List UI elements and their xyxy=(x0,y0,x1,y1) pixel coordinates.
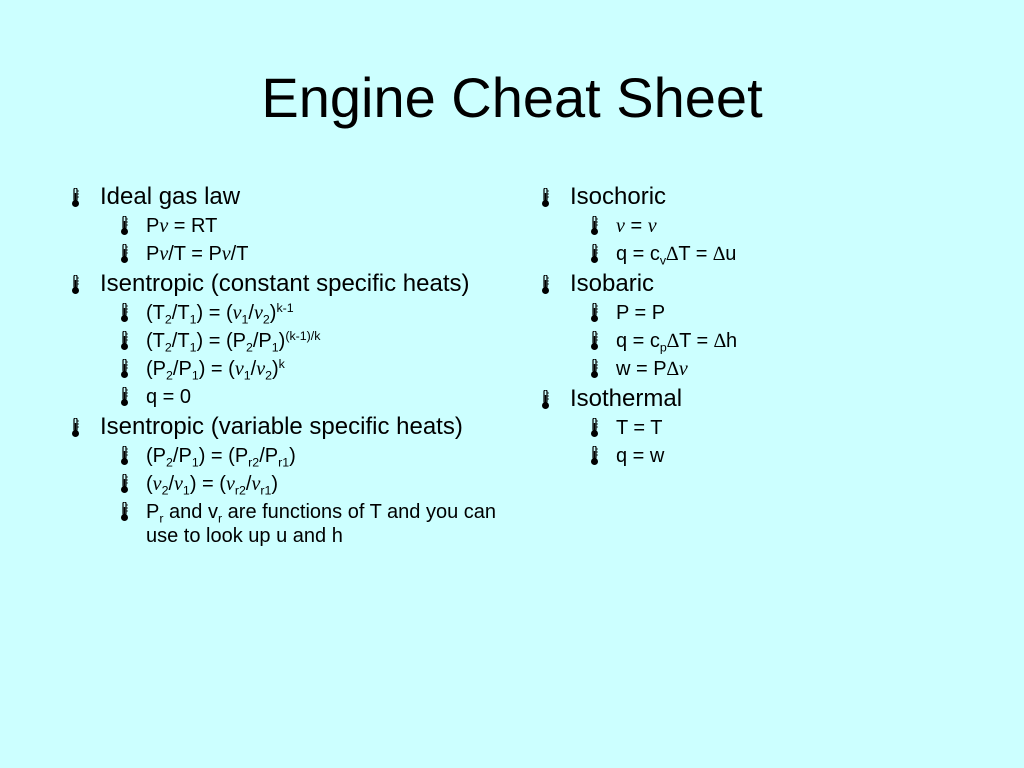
eq-text: P xyxy=(146,215,160,237)
eq-symbol-v: v xyxy=(251,473,261,495)
eq-text: (P xyxy=(146,358,166,380)
eq-text: w = P xyxy=(616,358,667,380)
eq-w-p-dv xyxy=(538,357,978,381)
eq-sub: p xyxy=(659,340,667,355)
eq-exponent: k-1 xyxy=(276,301,294,316)
eq-v-equals-v xyxy=(538,214,978,238)
eq-text: / xyxy=(248,302,254,324)
eq-text: /P xyxy=(252,330,272,352)
eq-text: = xyxy=(624,215,648,237)
eq-text: /P xyxy=(172,358,192,380)
thermometer-icon xyxy=(120,387,129,407)
eq-text: = RT xyxy=(168,215,218,237)
eq-sub: 1 xyxy=(189,312,197,327)
eq-text: q = c xyxy=(616,330,660,352)
delta-symbol: ∆ xyxy=(666,358,679,380)
eq-text: u xyxy=(725,243,737,265)
bullet-isentropic-variable xyxy=(68,413,498,440)
thermometer-icon xyxy=(590,446,599,466)
heading-ideal-gas-law: Ideal gas law xyxy=(100,183,241,210)
eq-text: ) xyxy=(272,358,279,380)
thermometer-icon xyxy=(590,418,599,438)
heading-isentropic-constant: Isentropic (constant specific heats) xyxy=(100,270,470,297)
slide-title: Engine Cheat Sheet xyxy=(261,66,763,129)
eq-sub: 2 xyxy=(166,368,173,383)
eq-exponent: (k-1)/k xyxy=(285,329,321,344)
delta-symbol: ∆ xyxy=(713,243,726,265)
eq-sub: 2 xyxy=(245,340,253,355)
eq-text: (T xyxy=(146,330,165,352)
eq-symbol-v: v xyxy=(678,358,688,380)
eq-q-equals-w xyxy=(538,444,978,468)
eq-text: ) xyxy=(289,445,296,467)
eq-text: T = T xyxy=(616,417,663,439)
bullet-isentropic-constant xyxy=(68,270,498,297)
thermometer-icon xyxy=(590,331,599,351)
eq-symbol-v: v xyxy=(225,473,235,495)
eq-t-ratio-v-ratio xyxy=(68,301,498,325)
eq-text: ) xyxy=(269,302,277,324)
thermometer-icon xyxy=(541,275,550,295)
thermometer-icon xyxy=(120,331,129,351)
note-text: and v xyxy=(163,501,218,523)
eq-sub: 2 xyxy=(262,312,270,327)
eq-sub: 2 xyxy=(265,368,272,383)
eq-q-cv-dt xyxy=(538,242,978,266)
eq-sub: 2 xyxy=(161,483,169,498)
note-sub: r xyxy=(217,511,223,526)
bullet-isothermal xyxy=(538,385,978,412)
eq-text: ) = ( xyxy=(189,473,226,495)
eq-text: /T xyxy=(230,243,249,265)
thermometer-icon xyxy=(590,216,599,236)
eq-text: / xyxy=(245,473,252,495)
heading-isochoric: Isochoric xyxy=(570,183,667,210)
eq-sub: 2 xyxy=(164,340,172,355)
eq-text: /T xyxy=(171,302,190,324)
heading-isothermal: Isothermal xyxy=(570,385,683,412)
eq-v-ratio-vr-ratio xyxy=(68,472,498,496)
thermometer-icon xyxy=(120,446,129,466)
thermometer-icon xyxy=(120,359,129,379)
eq-text: ) = ( xyxy=(196,302,233,324)
eq-symbol-v: v xyxy=(152,473,162,495)
right-column xyxy=(538,179,978,472)
eq-symbol-v: v xyxy=(232,302,242,324)
eq-text: ) xyxy=(271,473,279,495)
thermometer-icon xyxy=(590,303,599,323)
eq-text: /P xyxy=(172,445,192,467)
eq-sub: 1 xyxy=(189,340,197,355)
eq-symbol-v: v xyxy=(253,302,263,324)
eq-symbol-v: v xyxy=(174,473,183,495)
eq-text: T = xyxy=(679,330,714,352)
eq-t-equals-t xyxy=(538,416,978,440)
bullet-isobaric xyxy=(538,270,978,297)
thermometer-icon xyxy=(590,244,599,264)
eq-pv-over-t xyxy=(68,242,498,266)
eq-pv-rt xyxy=(68,214,498,238)
eq-p-equals-p xyxy=(538,301,978,325)
thermometer-icon xyxy=(590,359,599,379)
eq-symbol-v: v xyxy=(616,215,625,237)
eq-sub: 2 xyxy=(164,312,172,327)
eq-sub: 1 xyxy=(191,455,199,470)
eq-text: ) = (P xyxy=(198,445,249,467)
eq-q-zero xyxy=(68,385,498,409)
eq-text: P xyxy=(146,243,160,265)
eq-text: /T xyxy=(171,330,190,352)
eq-sub: r1 xyxy=(278,455,290,470)
eq-text: (T xyxy=(146,302,165,324)
eq-text: ) xyxy=(278,330,286,352)
left-column xyxy=(68,179,498,552)
eq-p-ratio-pr-ratio xyxy=(68,444,498,468)
thermometer-icon xyxy=(541,390,550,410)
heading-isobaric: Isobaric xyxy=(570,270,655,297)
eq-text: q = 0 xyxy=(146,386,192,408)
eq-symbol-v: v xyxy=(221,243,231,265)
thermometer-icon xyxy=(120,303,129,323)
eq-text: ( xyxy=(146,473,153,495)
eq-symbol-v: v xyxy=(256,358,266,380)
eq-text: T = xyxy=(678,243,714,265)
eq-text: ) = ( xyxy=(198,358,235,380)
eq-symbol-v: v xyxy=(159,215,169,237)
eq-text: / xyxy=(168,473,175,495)
thermometer-icon xyxy=(120,216,129,236)
note-text: P xyxy=(146,501,160,523)
heading-isentropic-variable: Isentropic (variable specific heats) xyxy=(100,413,463,440)
eq-symbol-v: v xyxy=(159,243,169,265)
note-text: are functions of T and you can use to look up u and h xyxy=(146,501,496,547)
eq-text: ) = (P xyxy=(196,330,246,352)
eq-sub: r2 xyxy=(248,455,260,470)
eq-symbol-v: v xyxy=(647,215,657,237)
eq-sub: v xyxy=(659,253,667,268)
bullet-isochoric xyxy=(538,183,978,210)
thermometer-icon xyxy=(120,502,129,522)
eq-sub: 1 xyxy=(182,483,190,498)
eq-text: q = c xyxy=(616,243,660,265)
thermometer-icon xyxy=(71,418,80,438)
thermometer-icon xyxy=(71,188,80,208)
eq-text: / xyxy=(250,358,257,380)
eq-sub: 1 xyxy=(241,312,249,327)
eq-text: (P xyxy=(146,445,166,467)
thermometer-icon xyxy=(120,244,129,264)
eq-t-ratio-p-ratio xyxy=(68,329,498,353)
eq-text: P = P xyxy=(616,302,666,324)
eq-sub: 2 xyxy=(166,455,173,470)
bullet-ideal-gas-law xyxy=(68,183,498,210)
eq-text: /T = P xyxy=(168,243,222,265)
eq-text: h xyxy=(725,330,738,352)
eq-text: q = w xyxy=(616,445,665,467)
eq-p-ratio-v-ratio xyxy=(68,357,498,381)
eq-sub: r2 xyxy=(234,483,246,498)
delta-symbol: ∆ xyxy=(713,330,726,352)
thermometer-icon xyxy=(120,474,129,494)
eq-sub: 1 xyxy=(243,368,251,383)
note-sub: r xyxy=(159,511,164,526)
eq-symbol-v: v xyxy=(234,358,244,380)
note-pr-vr-functions xyxy=(68,500,498,548)
eq-q-cp-dt xyxy=(538,329,978,353)
eq-sub: 1 xyxy=(271,340,279,355)
thermometer-icon xyxy=(71,275,80,295)
eq-text: /P xyxy=(259,445,279,467)
eq-sub: 1 xyxy=(191,368,199,383)
thermometer-icon xyxy=(541,188,550,208)
delta-symbol: ∆ xyxy=(666,330,680,352)
eq-exponent: k xyxy=(278,357,285,372)
delta-symbol: ∆ xyxy=(666,243,679,265)
eq-sub: r1 xyxy=(260,483,272,498)
